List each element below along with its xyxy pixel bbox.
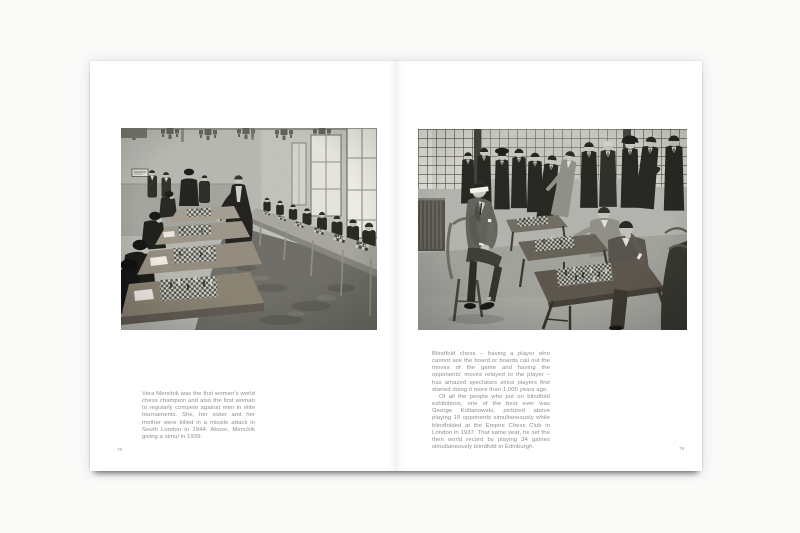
left-photo [121, 128, 377, 330]
left-page [90, 61, 396, 471]
vignette [418, 129, 687, 330]
right-caption-paragraph-2: Of all the people who put on blindfold exhibitions, one of the best ever was George Koltanowski, pictured above playing 10 opponents simultaneously while blindfolded at the Empire Chess Club in London in 1937. That same year, he set the then world record by playing 34 games simultaneously blindfold in Edinburgh. [432, 393, 550, 451]
right-photo [418, 129, 687, 330]
vignette [121, 128, 377, 330]
koltanowski-blindfold-photo [418, 129, 687, 330]
right-page [396, 61, 702, 471]
menchik-simul-photo [121, 128, 377, 330]
book-spread [90, 61, 702, 471]
right-caption [432, 351, 550, 451]
right-page-number: 79 [679, 446, 685, 451]
left-page-number: 78 [117, 447, 123, 452]
right-caption-paragraph-1: Blindfold chess – having a player who cannot see the board or boards call out the moves of the game and having the opponents' moves relayed to the player – has amazed spectators since players first started doing it more than 1,000 years ago. [432, 351, 550, 393]
left-caption: Vera Menchik was the first women's world chess champion and also the first woman to regularly compete against men in elite tournaments. She, her sister and her mother were killed in a missile attack in South London in 1944. Above, Menchik giving a simul in 1939. [142, 390, 255, 440]
